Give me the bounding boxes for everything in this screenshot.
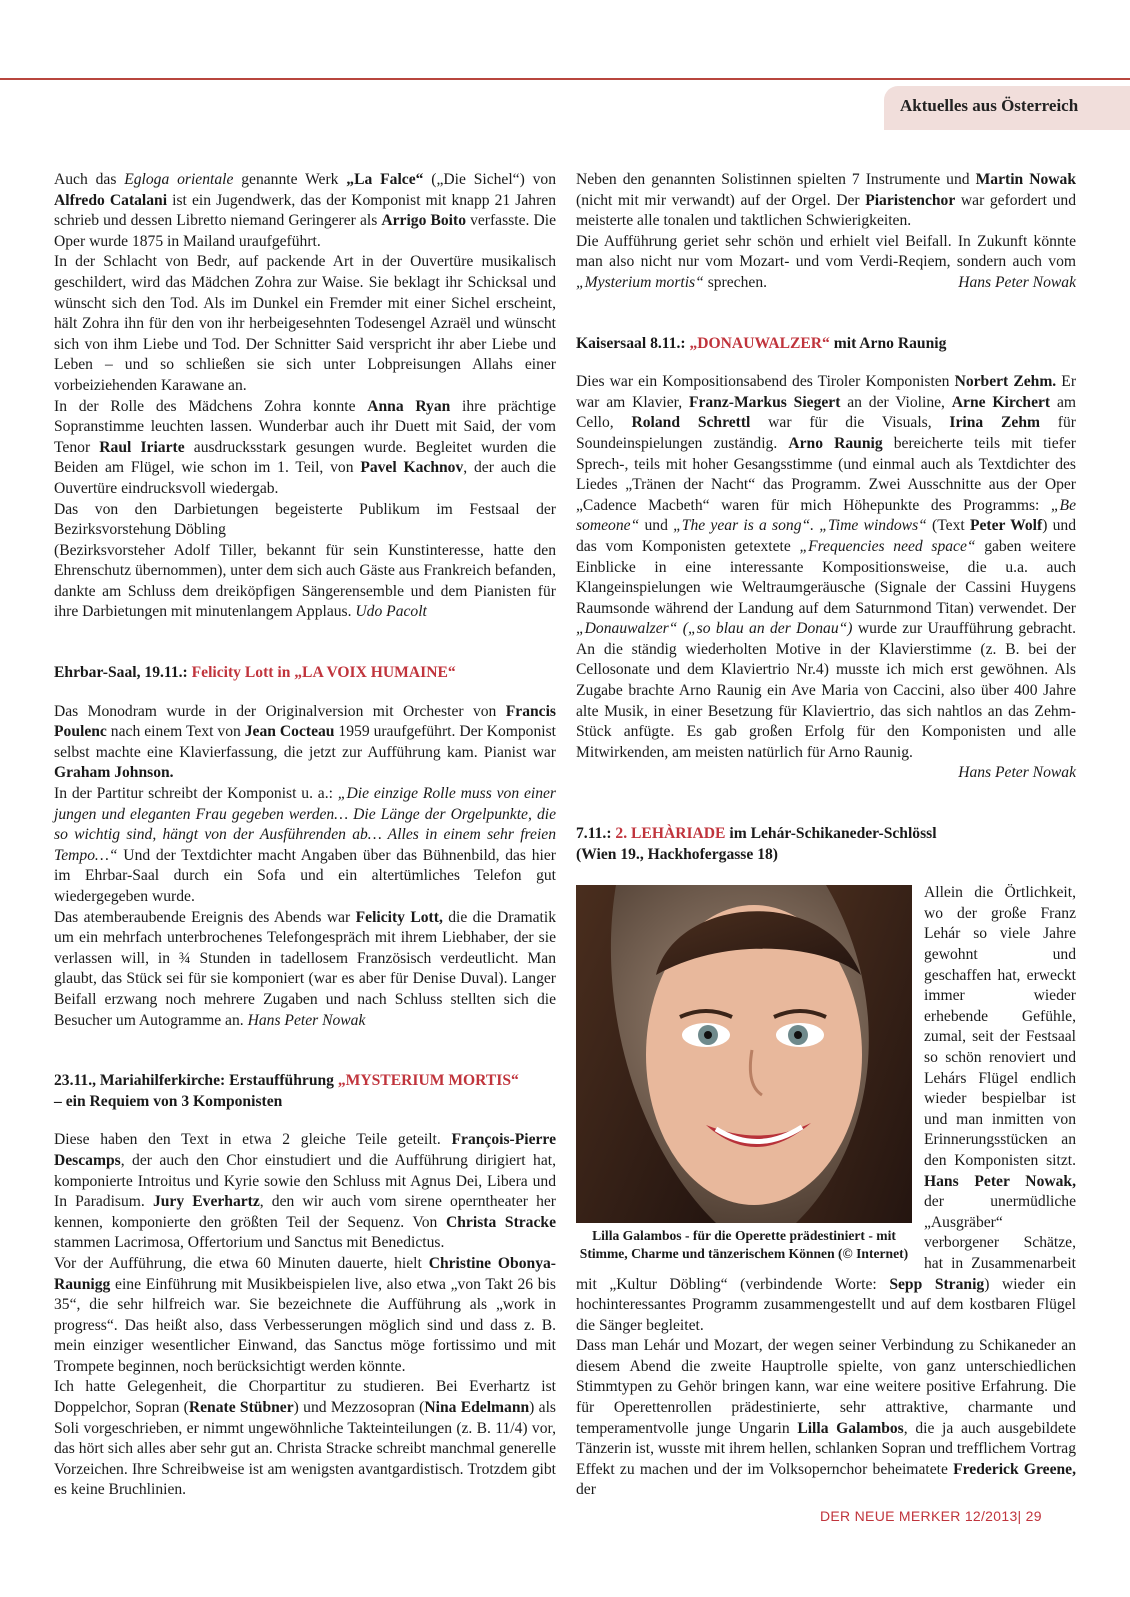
paragraph: Das von den Darbietungen begeisterte Publikum im Festsaal der Bezirksvorstehung Döbling: [54, 500, 556, 539]
header-rule: [0, 78, 1130, 80]
paragraph: Diese haben den Text in etwa 2 gleiche Teile geteilt. François-Pierre Descamps, der auch den Chor einstudiert und die Aufführung dirigiert hat, komponierte Introitus und Kyrie sowie den Schluss mit Agnus Dei, Libera und In Paradisum. Jury Everhartz, den wir auch vom sirene operntheater her kennen, komponierte den größten Teil der Sequenz. Von Christa Stracke stammen Lacrimosa, Offertorium und Sanctus mit Benedictus.: [54, 1131, 556, 1252]
section-heading: Kaisersaal 8.11.: „DONAUWALZER“ mit Arno Raunig: [576, 334, 947, 352]
section-heading: Ehrbar-Saal, 19.11.: Felicity Lott in „LA VOIX HUMAINE“: [54, 664, 456, 682]
paragraph: Dass man Lehár und Mozart, der wegen seiner Verbindung zu Schikaneder an diesem Abend die zweite Hauptrolle spielte, von ganz unterschiedlichen Stimmtypen zu Gehör bringen kann, war eine weitere positive Erfahrung. Die für Operettenrollen prädestinierte, sehr attraktive, charmante und temperamentvolle junge Ungarin Lilla Galambos, die ja auch ausgebildete Tänzerin ist, wusste mit ihrem hellen, schlanken Sopran und trefflichem Vortrag Effekt zu machen und der im Volksopernchor beheimatete Frederick Greene, der: [576, 1337, 1077, 1499]
section-heading: 23.11., Mariahilferkirche: Erstaufführung „MYSTERIUM MORTIS“ – ein Requiem von 3 Komponisten: [54, 1072, 519, 1110]
section-heading: 7.11.: 2. LEHÀRIADE im Lehár-Schikaneder-Schlössl (Wien 19., Hackhofergasse 18): [576, 825, 937, 863]
author-signature: Hans Peter Nowak: [958, 273, 1076, 291]
section-tab: [884, 86, 1130, 130]
paragraph: Auch das Egloga orientale genannte Werk „La Falce“ („Die Sichel“) von Alfredo Catalani ist ein Jugendwerk, das der Komponist mit knapp 21 Jahren schrieb und dessen Libretto niemand Geringerer als Arrigo Boito verfasste. Die Oper wurde 1875 in Mailand uraufgeführt.: [54, 171, 557, 250]
author-signature: Udo Pacolt: [355, 603, 427, 621]
paragraph: In der Schlacht von Bedr, auf packende Art in der Ouvertüre musikalisch geschildert, wird das Mädchen Zohra zur Waise. Sie beklagt ihr Schicksal und wünscht sich den Tod. Als im Dunkel ein Fremder mit einer Sichel erscheint, hält Zohra ihn für den von ihr herbeigesehnten Todesengel Azraël und wünscht sich von ihm Liebe und Tod. Der Schnitter Said verspricht ihr aber Liebe und Leben – und so schließen sie sich unter Lobpreisungen Allahs einer vorbeiziehenden Karawane an.: [54, 253, 556, 394]
paragraph: Ich hatte Gelegenheit, die Chorpartitur zu studieren. Bei Everhartz ist Doppelchor, Sopran (Renate Stübner) und Mezzosopran (Nina Edelmann) als Soli vorgeschrieben, er nimmt ungewöhnliche Takteinteilungen (z. B. 11/4) vor, das hört sich alles aber sehr gut an. Christa Stracke schreibt manchmal generelle Vorzeichen. Ihre Schreibweise ist am wenigsten avantgardistisch. Trotzdem gibt es keine Bruchlinien.: [54, 1378, 556, 1499]
paragraph: In der Partitur schreibt der Komponist u. a.: „Die einzige Rolle muss von einer jungen und eleganten Frau gegeben werden… Die Länge der Orgelpunkte, die so wichtig sind, hängt von der Ausführenden ab… Alles in einem sehr freien Tempo…“ Und der Textdichter macht Angaben über das Bühnenbild, das hier im Ehrbar-Saal durch ein Sofa und ein altertümliches Telefon gut wiedergegeben wurde.: [54, 785, 556, 905]
author-signature: Hans Peter Nowak: [958, 764, 1076, 782]
paragraph: Vor der Aufführung, die etwa 60 Minuten dauerte, hielt Christine Obonya-Raunigg eine Einführung mit Musikbeispielen live, also etwa „von Takt 26 bis 35“, die sehr hilfreich war. Sie bezeichnete die Aufführung als „work in progress“. Das heißt also, dass Verbesserungen möglich sind und dass z. B. mein einziger wesentlicher Einwand, das Sanctus möge fortissimo und mit Trompete beginnen, noch berücksichtigt werden könnte.: [54, 1254, 556, 1375]
paragraph: Allein die Örtlichkeit, wo der große Franz Lehár so viele Jahre gewohnt und geschaffen hat, erweckt immer wieder erhebende Gefühle, zumal, seit der Festsaal so schön renoviert und Lehárs Flügel endlich wieder bespielbar ist und man inmitten von Erinnerungsstücken an den Komponisten sitzt. Hans Peter Nowak, der unermüdliche „Ausgräber“ verborgener Schätze, hat in Zusammenarbeit mit „Kultur Döbling“ (verbindende Worte: Sepp Stranig) wieder ein hochinteressantes Programm zusammengestellt und auf dem kostbaren Flügel die Sänger begleitet.: [576, 884, 1076, 1334]
left-column: [54, 170, 556, 1501]
paragraph: Dies war ein Kompositionsabend des Tiroler Komponisten Norbert Zehm. Er war am Klavier, Franz-Markus Siegert an der Violine, Arne Kirchert am Cello, Roland Schrettl war für die Visuals, Irina Zehm für Soundeinspielungen zuständig. Arno Raunig bereicherte teils mit tiefer Sprech-, teils mit hoher Gesangsstimme (und einmal auch als Textdichter des Liedes „Tränen der Nacht“ das Programm. Zwei Ausschnitte aus der Oper „Cadence Macbeth“ waren für mich Höhepunkte des Programms: „Be someone“ und „The year is a song“. „Time windows“ (Text Peter Wolf) und das vom Komponisten getextete „Frequencies need space“ gaben weitere Einblicke in eine interessante Kompositionsweise, die u.a. auch Klangeinspielungen wie Weltraumgeräusche (Signale der Cassini Huygens Raumsonde während der Landung auf dem Saturnmond Titan) verwendet. Der „Donauwalzer“ („so blau an der Donau“) wurde zur Uraufführung gebracht. An die ständig wiederholten Motive in der Klavierstimme (z. B. bei der Cellosonate und dem Klaviertrio Nr.4) musste ich mich erst gewöhnen. Als Zugabe brachte Arno Raunig ein Ave Maria von Caccini, also über 400 Jahre alte Musik, in einer Besetzung für Klaviertrio, das sich nahtlos an das Zehm-Stück anfügte. Es gab großen Erfolg für den Komponisten und alle Mitwirkenden, am meisten natürlich für Arno Raunig.: [576, 373, 1077, 761]
paragraph: (Bezirksvorsteher Adolf Tiller, bekannt für sein Kunstinteresse, hatte den Ehrenschutz übernommen), unter dem sich auch Gäste aus Frankreich befanden, dankte am Schluss dem dreiköpfigen Sängerensemble und dem Pianisten für ihre Darbietungen mit minutenlangem Applaus. Udo Pacolt: [54, 541, 556, 621]
paragraph: Das Monodram wurde in der Originalversion mit Orchester von Francis Poulenc nach einem Text von Jean Cocteau 1959 uraufgeführt. Der Komponist selbst machte eine Klavierfassung, die jetzt zur Aufführung kam. Pianist war Graham Johnson.: [54, 702, 556, 782]
section-title: Aktuelles aus Österreich: [900, 96, 1079, 115]
author-signature: Hans Peter Nowak: [247, 1011, 366, 1029]
photo-figure: [576, 885, 912, 1262]
paragraph: Das atemberaubende Ereignis des Abends war Felicity Lott, die die Dramatik um ein mehrfach unterbrochenes Telefongespräch mit ihrem Liebhaber, der sie verlassen will, in ¾ Stunden in tadellosem Französisch verdeutlicht. Man glaubt, das Stück sei für sie komponiert (war es aber für Denise Duval). Langer Beifall erzwang noch mehrere Zugaben und nach Schluss stellten sich die Besucher um Autogramme an. Hans Peter Nowak: [54, 908, 556, 1029]
photo-caption: Lilla Galambos - für die Operette prädestiniert - mit Stimme, Charme und tänzerischem Können (© Internet): [579, 1228, 909, 1261]
paragraph: In der Rolle des Mädchens Zohra konnte Anna Ryan ihre prächtige Sopranstimme leuchten lassen. Wunderbar auch ihr Duett mit Said, der vom Tenor Raul Iriarte ausdrucksstark gesungen wurde. Begleitet wurden die Beiden am Flügel, wie schon im 1. Teil, von Pavel Kachnov, der auch die Ouvertüre eindrucksvoll wiedergab.: [54, 397, 556, 497]
paragraph: Neben den genannten Solistinnen spielten 7 Instrumente und Martin Nowak (nicht mit mir verwandt) auf der Orgel. Der Piaristenchor war gefordert und meisterte alle tonalen und taktlichen Schwierigkeiten.: [576, 171, 1077, 230]
page-footer: DER NEUE MERKER 12/2013| 29: [820, 1508, 1042, 1524]
portrait-photo: [576, 885, 912, 1223]
right-column: [576, 170, 1076, 1501]
paragraph: Die Aufführung geriet sehr schön und erhielt viel Beifall. In Zukunft könnte man also nicht nur vom Mozart- und vom Verdi-Reqiem, sondern auch vom „Mysterium mortis“ sprechen. Hans Peter Nowak: [576, 232, 1076, 294]
